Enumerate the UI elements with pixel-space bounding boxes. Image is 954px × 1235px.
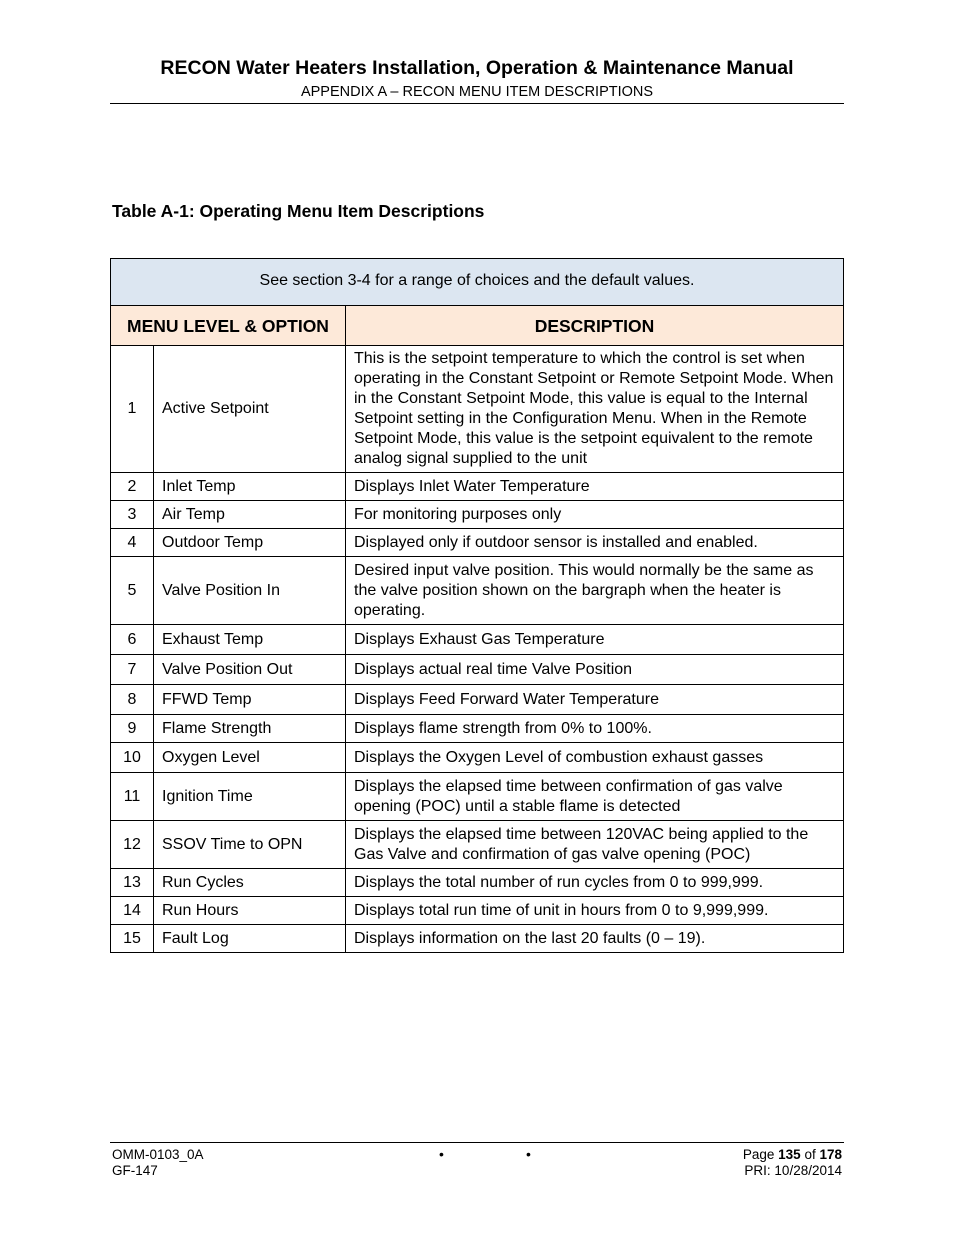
row-option: Oxygen Level [154, 743, 346, 773]
document-title: RECON Water Heaters Installation, Operation & Maintenance Manual [160, 57, 794, 79]
row-option: Fault Log [154, 925, 346, 953]
pri-date: PRI: 10/28/2014 [744, 1162, 842, 1178]
row-description: Displayed only if outdoor sensor is installed and enabled. [346, 529, 844, 557]
row-option: Exhaust Temp [154, 625, 346, 655]
column-header-menu: MENU LEVEL & OPTION [111, 306, 346, 346]
row-description: Displays the elapsed time between 120VAC being applied to the Gas Valve and confirmation of gas valve opening (POC) [346, 821, 844, 869]
row-number: 5 [111, 557, 154, 625]
table-row [111, 625, 844, 655]
row-number: 13 [111, 869, 154, 897]
row-number: 2 [111, 473, 154, 501]
footer-divider [110, 1142, 844, 1143]
row-description: Displays Inlet Water Temperature [346, 473, 844, 501]
column-header-description: DESCRIPTION [346, 306, 844, 346]
table-row [111, 501, 844, 529]
row-option: Run Hours [154, 897, 346, 925]
table-row [111, 346, 844, 473]
page-header [110, 56, 844, 101]
row-description: Displays the total number of run cycles from 0 to 999,999. [346, 869, 844, 897]
row-option: Run Cycles [154, 869, 346, 897]
row-description: Displays actual real time Valve Position [346, 655, 844, 685]
row-description: Displays Exhaust Gas Temperature [346, 625, 844, 655]
row-number: 1 [111, 346, 154, 473]
row-option: Outdoor Temp [154, 529, 346, 557]
row-option: Ignition Time [154, 773, 346, 821]
row-option: Flame Strength [154, 715, 346, 743]
table-row [111, 655, 844, 685]
footer-left [112, 1147, 204, 1178]
row-option: Valve Position In [154, 557, 346, 625]
row-description: Displays total run time of unit in hours from 0 to 9,999,999. [346, 897, 844, 925]
table-row [111, 685, 844, 715]
row-description: Displays Feed Forward Water Temperature [346, 685, 844, 715]
row-option: Active Setpoint [154, 346, 346, 473]
row-description: This is the setpoint temperature to which the control is set when operating in the Constant Setpoint or Remote Setpoint Mode. When in the Constant Setpoint Mode, this value is equal to the Internal Setpoint setting in the Configuration Menu. When in the Remote Setpoint Mode, this value is the setpoint equivalent to the remote analog signal supplied to the unit [346, 346, 844, 473]
menu-items-table [110, 258, 844, 953]
table-row [111, 869, 844, 897]
row-number: 4 [111, 529, 154, 557]
page-total: 178 [819, 1147, 842, 1162]
footer-right [743, 1147, 842, 1178]
table-row [111, 897, 844, 925]
footer-bullet: • [526, 1146, 531, 1162]
appendix-subtitle: APPENDIX A – RECON MENU ITEM DESCRIPTIONS [300, 84, 654, 100]
table-note: See section 3-4 for a range of choices and the default values. [111, 259, 844, 306]
table-row [111, 557, 844, 625]
row-option: Inlet Temp [154, 473, 346, 501]
row-description: Displays information on the last 20 faults (0 – 19). [346, 925, 844, 953]
row-number: 12 [111, 821, 154, 869]
row-number: 6 [111, 625, 154, 655]
row-description: Desired input valve position. This would normally be the same as the valve position shown on the bargraph when the heater is operating. [346, 557, 844, 625]
row-number: 7 [111, 655, 154, 685]
table-row [111, 925, 844, 953]
table-row [111, 743, 844, 773]
row-number: 9 [111, 715, 154, 743]
row-option: SSOV Time to OPN [154, 821, 346, 869]
row-option: Valve Position Out [154, 655, 346, 685]
row-option: FFWD Temp [154, 685, 346, 715]
page-current: 135 [778, 1147, 801, 1162]
row-number: 11 [111, 773, 154, 821]
row-number: 3 [111, 501, 154, 529]
row-description: Displays the elapsed time between confirmation of gas valve opening (POC) until a stable flame is detected [346, 773, 844, 821]
page-of: of [804, 1147, 816, 1162]
row-description: Displays the Oxygen Level of combustion exhaust gasses [346, 743, 844, 773]
row-number: 15 [111, 925, 154, 953]
page-label: Page [742, 1147, 775, 1162]
page-indicator [743, 1147, 842, 1163]
table-row [111, 473, 844, 501]
row-description: For monitoring purposes only [346, 501, 844, 529]
row-number: 10 [111, 743, 154, 773]
form-number: GF-147 [112, 1162, 158, 1178]
table-row [111, 773, 844, 821]
table-row [111, 715, 844, 743]
row-option: Air Temp [154, 501, 346, 529]
table-caption: Table A-1: Operating Menu Item Descriptions [112, 201, 485, 221]
row-number: 14 [111, 897, 154, 925]
row-number: 8 [111, 685, 154, 715]
table-row [111, 529, 844, 557]
row-description: Displays flame strength from 0% to 100%. [346, 715, 844, 743]
table-row [111, 821, 844, 869]
header-divider [110, 103, 844, 104]
document-number: OMM-0103_0A [112, 1147, 204, 1162]
footer-bullet: • [439, 1146, 444, 1162]
